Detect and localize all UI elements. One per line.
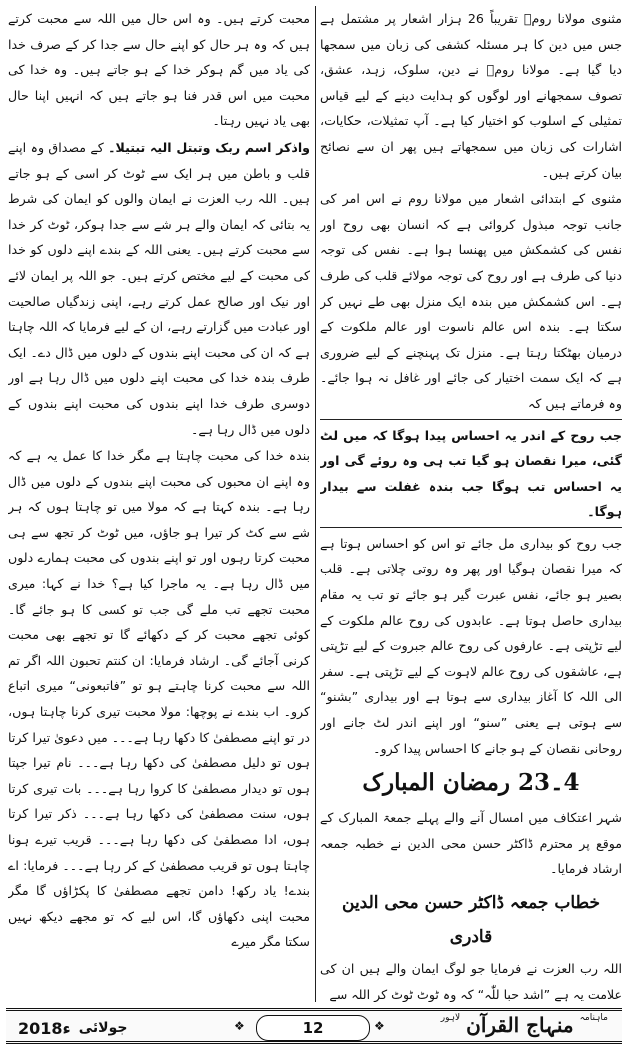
column-divider: [315, 6, 316, 1002]
issue-year: 2018ء: [18, 1018, 71, 1038]
left-column: [8, 6, 310, 1002]
page-number: 12: [256, 1015, 370, 1041]
paragraph: جب روح کو بیداری مل جائے تو اس کو احساس ہوتا ہے کہ میرا نقصان ہوگیا اور پھر وہ روتی چلاتی ہے۔ قلب بصیر ہو جائے، نفس عبرت گیر ہو جائے تو تب یہ مقام بیداری حاصل ہوتا ہے۔ عابدوں کی روح عالم ملکوت کے لیے تڑپتی ہے۔ عارفوں کی روح عالم جبروت کے لیے تڑپتی ہے، عاشقوں کی روح عالم لاہوت کے لیے تڑپتی ہے۔ سفر الی اللہ کا آغاز بیداری سے ہوتا ہے اور بیداری ”بشنو“ سے ہوتی ہے یعنی ”سنو“ اور اپنے اندر لٹ جانے اور روحانی نقصان کے ہو جانے کا احساس پیدا کرو۔: [320, 535, 622, 756]
verse-translation: جب روح کے اندر یہ احساس پیدا ہوگا کہ میں لٹ گئی، میرا نقصان ہو گیا تب ہی وہ روئے گی اور یہ احساس تب ہوگا جب بندہ غفلت سے بیدار ہوگا۔: [320, 427, 622, 520]
paragraph: مثنوی کے ابتدائی اشعار میں مولانا روم نے اس امر کی جانب توجہ مبذول کروائی ہے کہ انسان بھی روح اور نفس کی کشمکش میں پھنسا ہوا ہے۔ نفس کی توجہ دنیا کی طرف ہے اور روح کی توجہ مولائے قلب کی طرف ہے۔ اس کشمکش میں بندہ ایک منزل بھی طے نہیں کر سکتا ہے۔ بندہ اس عالم ناسوت اور عالم ملکوت کے درمیان بھٹکتا رہتا ہے۔ منزل تک پہنچنے کے لیے ضروری ہے کہ ایک سمت اختیار کی جائے اور غافل نہ ہوا جائے۔ وہ فرماتے ہیں کہ: [320, 191, 622, 411]
issue-month: جولائی: [78, 1020, 128, 1036]
masthead-city: لاہور: [440, 1013, 461, 1023]
page-footer: [6, 1008, 622, 1044]
paragraph-text: کے مصداق وہ اپنے قلب و باطن میں ہر ایک سے ٹوٹ کر اسی کے ہو جاتے ہیں۔ اللہ رب العزت نے ایمان والوں کو ایمان کی شرط یہ بتائی کہ ایمان والے ہر شے سے جدا ہوکر، ٹوٹ کر خدا سے محبت کرتے ہیں۔ یعنی اللہ کے بندے اپنے دلوں کو خدا کی محبت کے لیے مختص کرتے ہیں۔ جو اللہ پر ایمان لائے اور نیک اور صالح عمل کرتے رہے، اپنی زندگیاں صالحیت اور عبادت میں گزارتے رہے، ان کے لیے فرمایا کہ اللہ چاہتا ہے کہ ان کی محبت اپنے بندوں کے دلوں میں ڈال دے۔ ایک طرف بندہ خدا کی محبت اپنے دلوں میں ڈال رہا ہے اور دوسری طرف خدا اپنے بندوں کی محبت اپنے بندوں کے دلوں میں ڈال رہا ہے۔: [8, 139, 310, 437]
issue-date: [18, 1017, 127, 1039]
paragraph: محبت کرتے ہیں۔ وہ اس حال میں اللہ سے محبت کرتے ہیں کہ وہ ہر حال کو اپنے حال سے جدا کر کے صرف خدا کی یاد میں گم ہوکر خدا کے ہو جاتے ہیں۔ وہ خدا کی محبت میں اس قدر فنا ہو جاتے ہیں کہ انہیں اپنا حال بھی یاد نہیں رہتا۔: [8, 11, 310, 129]
ornament-icon: ❖: [374, 1019, 385, 1033]
section-rule: [320, 527, 622, 528]
magazine-masthead: [441, 1013, 608, 1041]
paragraph: اللہ رب العزت نے فرمایا جو لوگ ایمان والے ہیں ان کی علامت یہ ہے ”اشد حبا للّٰہ“ کہ وہ ٹوٹ ٹوٹ کر اللہ سے: [320, 961, 622, 1002]
paragraph: مثنوی مولانا رومؒ تقریباً 26 ہزار اشعار پر مشتمل ہے جس میں دین کا ہر مسئلہ کشفی کی زبان میں سمجھا دیا گیا ہے۔ مولانا رومؒ نے دین، سلوک، زہد، عشق، تصوف سمجھانے اور لوگوں کو ہدایت دینے کے لیے قیاس تمثیلی کے اسلوب کو اختیار کیا ہے۔ آپ تمثیلات، حکایات، اشارات کی زبان میں سمجھاتے ہیں پھر ان سے نصائح بیان کرتے ہیں۔: [320, 11, 622, 180]
ornament-icon: ❖: [234, 1019, 245, 1033]
paragraph: [8, 135, 310, 442]
right-column: [320, 6, 622, 1002]
quranic-quote: واذکر اسم ربک وتبتل الیہ تبتیلا۔: [108, 139, 310, 155]
masthead-title: منہاج القرآن: [466, 1013, 574, 1037]
paragraph: شہر اعتکاف میں امسال آنے والے پہلے جمعۃ المبارک کے موقع پر محترم ڈاکٹر حسن محی الدین نے خطبہ جمعہ ارشاد فرمایا۔: [320, 810, 622, 877]
section-rule: [320, 419, 622, 420]
paragraph: بندہ خدا کی محبت چاہتا ہے مگر خدا کا عمل یہ ہے کہ وہ اپنے ان محبوں کی محبت اپنے بندوں کے دلوں میں ڈال رہا ہے۔ بندہ کہتا ہے کہ مولا میں تو چاہتا ہوں کہ ہر شے سے کٹ کر تیرا ہو جاؤں، میں ٹوٹ کر تجھ سے ہی محبت کرتا رہوں اور تو اپنے بندوں کی محبت ہمارے دلوں میں ڈال رہا ہے۔ یہ ماجرا کیا ہے؟ خدا نے کہا: میری محبت تجھے تب ملے گی جب تو کسی کا ہو جائے گا۔ کوئی تجھے محبت کر کے دکھائے گا تو تجھے بھی محبت کرنی آجائے گی۔ ارشاد فرمایا: ان کنتم تحبون اللہ اگر تم اللہ سے محبت کرنا چاہتے ہو تو ”فاتبعونی“ میری اتباع کرو۔ اب بندے نے پوچھا: مولا محبت تیری کرنا چاہتا ہوں، در تو اپنے مصطفیٰ کا دکھا رہا ہے۔۔۔ میں دعویٰ تیرا کرتا ہوں تو دلیل مصطفیٰ کی دکھا رہا ہے۔۔۔ نام تیرا جپتا ہوں تو دیدار مصطفیٰ کا کروا رہا ہے۔۔۔ بات تیری کرتا ہوں، سنت مصطفیٰ کی دکھا رہا ہے۔۔۔ ذکر تیرا کرتا ہوں، ادا مصطفیٰ کی دکھا رہا ہے۔۔۔ قریب تیرے ہونا چاہتا ہوں تو قریب مصطفیٰ کے کر رہا ہے۔۔۔ فرمایا: اے بندے! یاد رکھ! دامن تجھے مصطفیٰ کا پکڑاؤں گا مگر محبت اپنی دکھاؤں گا، اس لیے کہ تو مجھے دیکھ نہیں سکتا مگر میرے: [8, 448, 310, 950]
section-heading: 4۔23 رمضان المبارک: [362, 769, 580, 797]
speech-heading: خطاب جمعہ ڈاکٹر حسن محی الدین قادری: [342, 893, 600, 947]
masthead-monthly: ماہنامہ: [579, 1013, 608, 1023]
